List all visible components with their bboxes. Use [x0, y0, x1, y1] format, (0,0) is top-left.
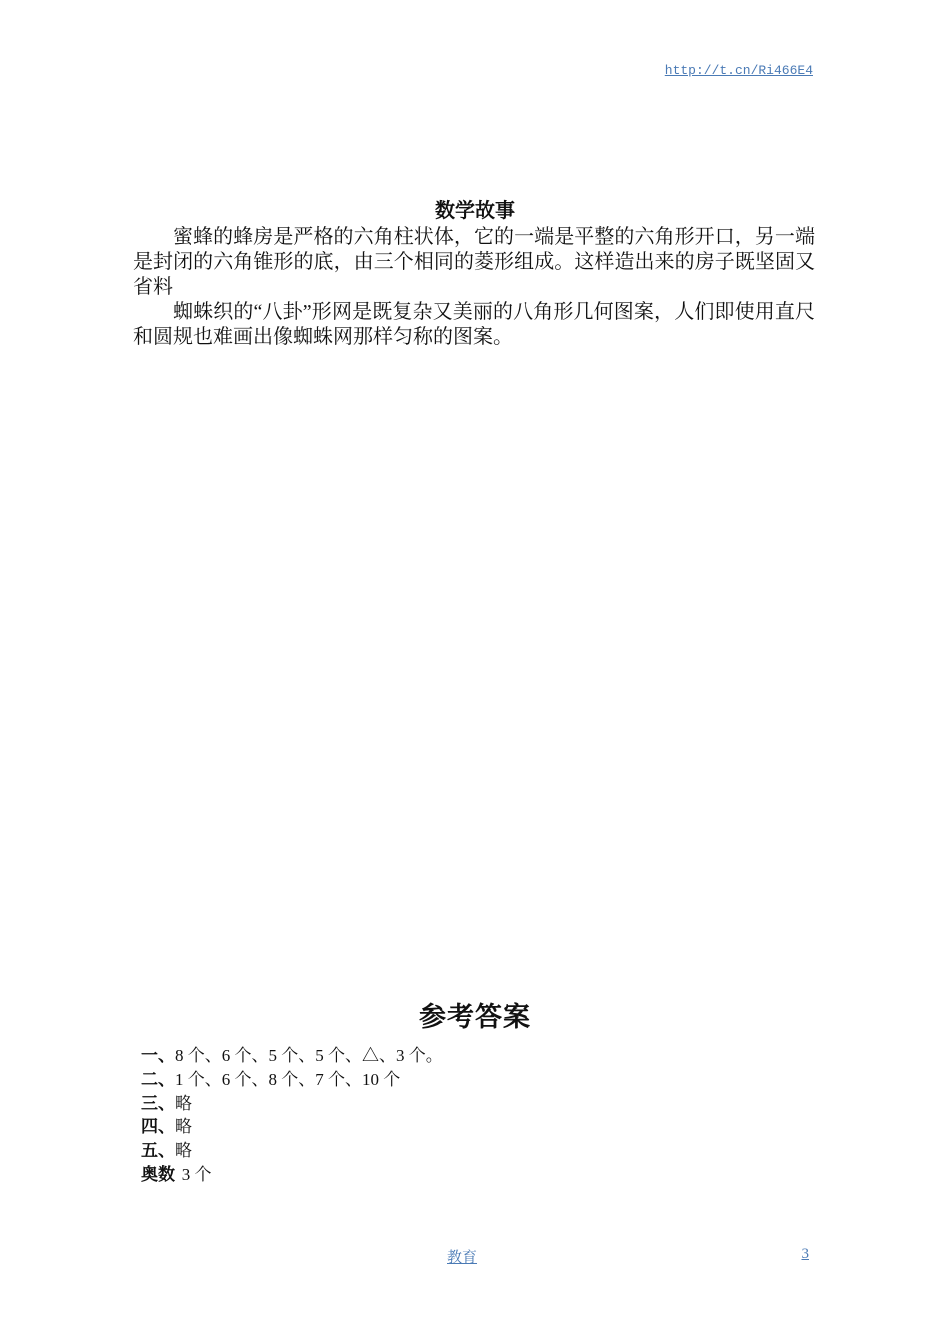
answer-label-1: 一、	[141, 1046, 175, 1065]
answer-label-3: 三、	[141, 1093, 175, 1113]
answer-text-2: 1 个、6 个、8 个、7 个、10 个	[175, 1069, 401, 1089]
answers-list	[141, 1044, 443, 1187]
answer-label-4: 四、	[141, 1117, 175, 1137]
answers-title: 参考答案	[419, 1002, 531, 1032]
header-url-link[interactable]: http://t.cn/Ri466E4	[664, 63, 813, 78]
answer-row-5	[141, 1139, 443, 1163]
story-title: 数学故事	[435, 200, 515, 222]
story-body	[133, 225, 815, 350]
story-paragraph-2: 蜘蛛织的“八卦”形网是既复杂又美丽的八角形几何图案，人们即使用直尺和圆规也难画出像蜘蛛网那样匀称的图案。	[133, 301, 815, 348]
footer-page-number-link[interactable]: 3	[801, 1246, 809, 1262]
answer-text-1: 8 个、6 个、5 个、5 个、△、3 个。	[175, 1046, 443, 1065]
answer-row-2	[141, 1068, 443, 1092]
footer-site-link[interactable]: 教育	[447, 1250, 478, 1266]
answer-row-1	[141, 1044, 443, 1068]
answer-label-5: 五、	[141, 1141, 175, 1161]
answer-label-olympiad: 奥数	[141, 1164, 175, 1184]
answer-row-3	[141, 1092, 443, 1116]
answer-row-4	[141, 1115, 443, 1139]
story-paragraph-1: 蜜蜂的蜂房是严格的六角柱状体，它的一端是平整的六角形开口，另一端是封闭的六角锥形的底，由三个相同的菱形组成。这样造出来的房子既坚固又省料	[133, 226, 815, 298]
answer-text-3: 略	[175, 1093, 192, 1113]
answer-row-olympiad	[141, 1163, 443, 1187]
answer-text-olympiad: 3 个	[181, 1164, 212, 1184]
answer-label-2: 二、	[141, 1069, 175, 1089]
answer-text-5: 略	[175, 1141, 192, 1161]
answer-text-4: 略	[175, 1117, 192, 1137]
